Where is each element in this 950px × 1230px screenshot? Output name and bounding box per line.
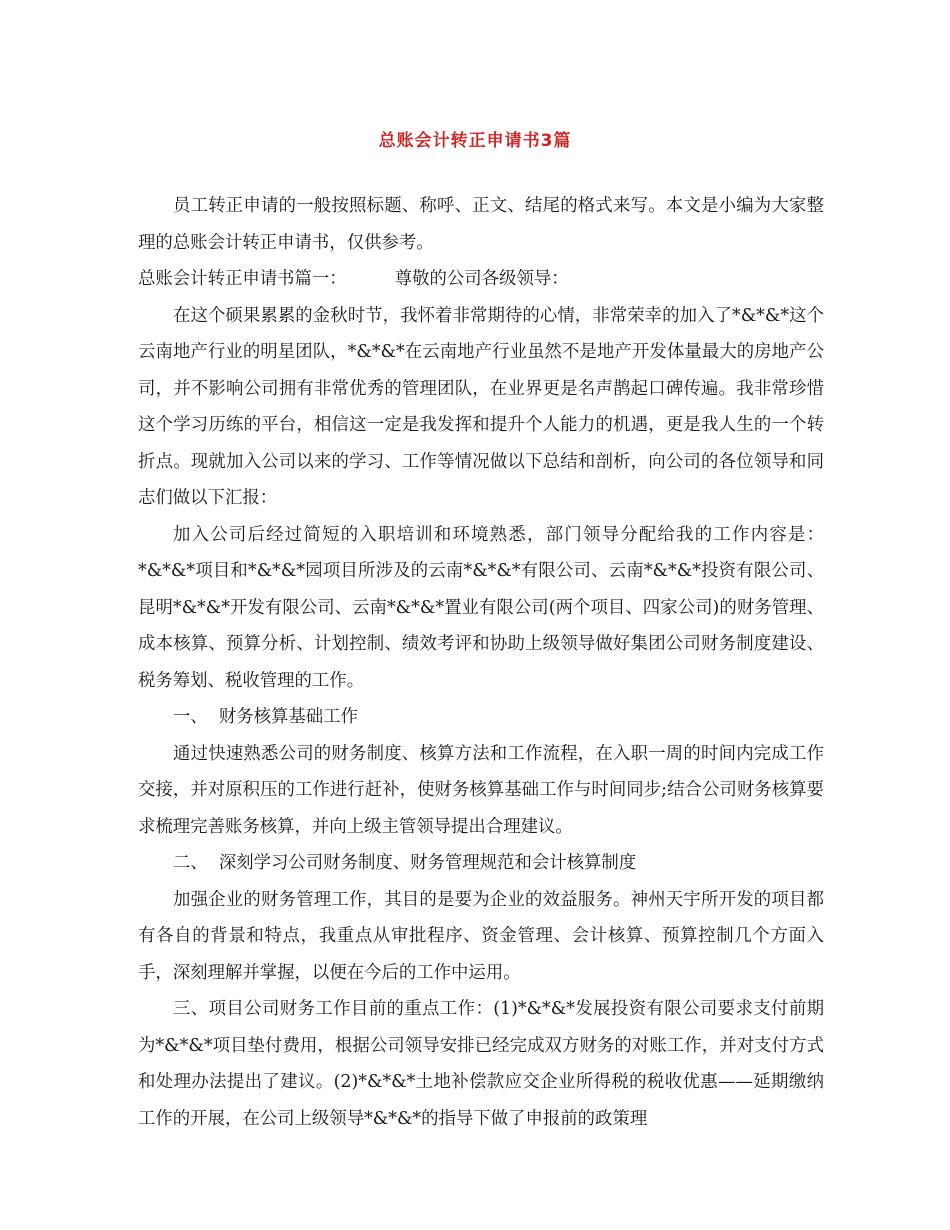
intro-paragraph: 员工转正申请的一般按照标题、称呼、正文、结尾的格式来写。本文是小编为大家整理的总账会计转正申请书，仅供参考。 [138,196,824,253]
paragraph-4: 加强企业的财务管理工作，其目的是要为企业的效益服务。神州天宇所开发的项目都有各自的背景和特点，我重点从审批程序、资金管理、会计核算、预算控制几个方面入手，深刻理解并掌握，以便在今后的工作中运用。 [138,889,824,983]
part-heading-line [138,261,824,298]
part-label: 总账会计转正申请书篇一： [138,269,347,289]
paragraph-3: 通过快速熟悉公司的财务制度、核算方法和工作流程，在入职一周的时间内完成工作交接，并对原积压的工作进行赶补，使财务核算基础工作与时间同步;结合公司财务核算要求梳理完善账务核算，并向上级主管领导提出合理建议。 [138,743,824,837]
salutation: 尊敬的公司各级领导： [394,269,569,289]
section-heading-1: 一、 财务核算基础工作 [173,707,358,727]
section-heading-2: 二、 深刻学习公司财务制度、财务管理规范和会计核算制度 [173,853,637,873]
paragraph-5: 三、项目公司财务工作目前的重点工作：(1)*&*&*发展投资有限公司要求支付前期为*&*&*项目垫付费用，根据公司领导安排已经完成双方财务的对账工作，并对支付方式和处理办法提出了建议。(2)*&*&*土地补偿款应交企业所得税的税收优惠——延期缴纳工作的开展，在公司上级领导*&*&*的指导下做了申报前的政策理 [138,999,824,1129]
document-title: 总账会计转正申请书3篇 [378,131,572,151]
paragraph-1: 在这个硕果累累的金秋时节，我怀着非常期待的心情，非常荣幸的加入了*&*&*这个云南地产行业的明星团队，*&*&*在云南地产行业虽然不是地产开发体量最大的房地产公司，并不影响公司拥有非常优秀的管理团队，在业界更是名声鹊起口碑传遍。我非常珍惜这个学习历练的平台，相信这一定是我发挥和提升个人能力的机遇，更是我人生的一个转折点。现就加入公司以来的学习、工作等情况做以下总结和剖析，向公司的各位领导和同志们做以下汇报： [138,305,824,508]
document-body [138,188,824,1137]
paragraph-2: 加入公司后经过简短的入职培训和环境熟悉，部门领导分配给我的工作内容是：*&*&*项目和*&*&*园项目所涉及的云南*&*&*有限公司、云南*&*&*投资有限公司、昆明*&*&*开发有限公司、云南*&*&*置业有限公司(两个项目、四家公司)的财务管理、成本核算、预算分析、计划控制、绩效考评和协助上级领导做好集团公司财务制度建设、税务筹划、税收管理的工作。 [138,524,824,691]
spacer [347,261,395,298]
